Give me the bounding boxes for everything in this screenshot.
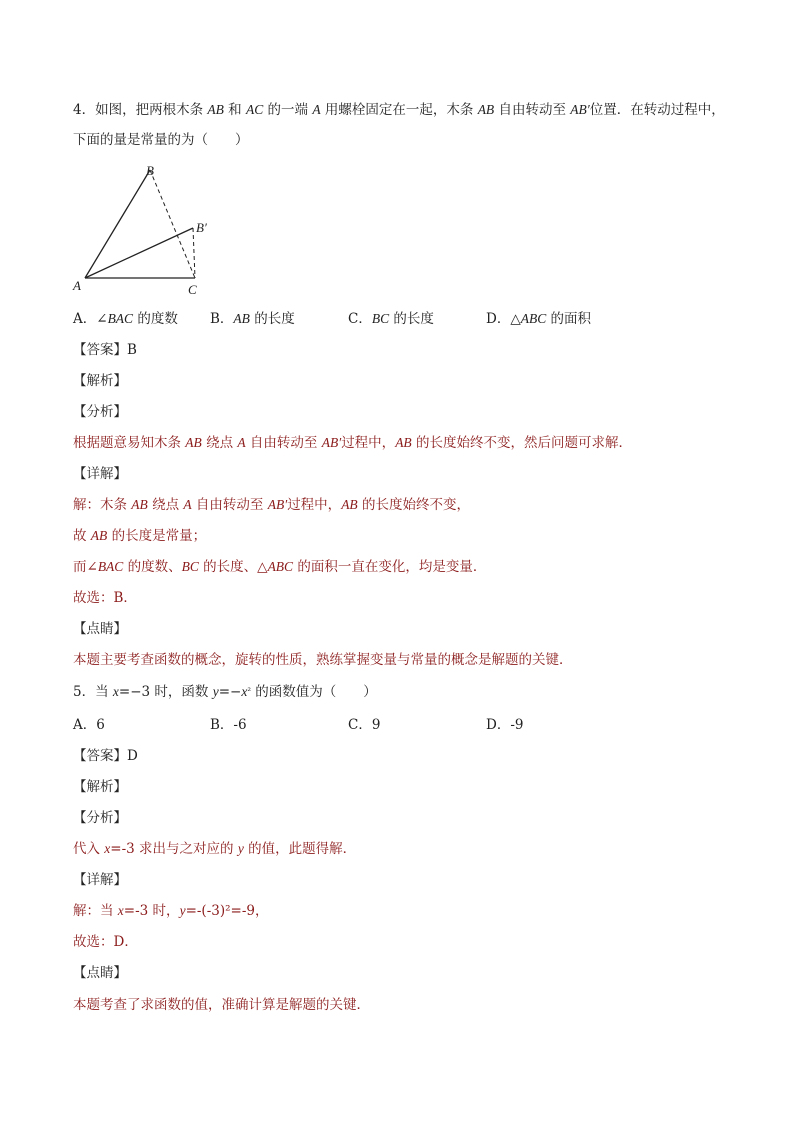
text: 的长度 — [249, 311, 295, 327]
q5-dianjing-heading: 【点睛】 — [73, 965, 127, 981]
text: 的面积 — [546, 311, 592, 327]
text: ² — [247, 687, 251, 697]
q5-xiangjie-heading: 【详解】 — [73, 872, 127, 888]
label-c: C — [188, 282, 197, 297]
math-var: BAC — [107, 311, 134, 326]
math-var: AB — [395, 435, 412, 450]
math-var: AB — [185, 435, 202, 450]
q5-detail-line2: 故选：D． — [73, 934, 138, 950]
text: =−3 时，函数 — [118, 684, 213, 700]
text: 的面积一直在变化，均是变量． — [293, 559, 487, 575]
text: D．△ — [486, 311, 521, 327]
text: 的函数值为（ ） — [250, 684, 377, 700]
text: 而∠ — [73, 559, 98, 575]
math-var: x — [104, 841, 111, 856]
text: 根据题意易知木条 — [73, 435, 186, 451]
q5-analysis-text — [73, 840, 356, 858]
q5-answer: 【答案】D — [73, 748, 138, 764]
q4-detail-line2 — [73, 527, 206, 545]
math-var: y — [237, 841, 244, 856]
text: 的长度、△ — [198, 559, 268, 575]
math-var: AB — [233, 311, 250, 326]
text: 代入 — [73, 841, 105, 857]
text: =− — [218, 684, 242, 700]
text: 4．如图，把两根木条 — [73, 102, 208, 118]
text: =-(-3)²=-9， — [185, 903, 269, 919]
text: 解：木条 — [73, 497, 132, 513]
math-var: AB — [341, 497, 358, 512]
triangle-figure — [68, 160, 228, 300]
math-var: AB — [90, 528, 108, 543]
text: 的度数 — [133, 311, 178, 327]
text: =-3 求出与之对应的 — [110, 841, 238, 857]
q4-option-b — [210, 310, 295, 328]
text: 自由转动至 — [245, 435, 322, 451]
q5-stem — [73, 683, 377, 701]
math-var: AB — [207, 102, 224, 117]
text: 用螺栓固定在一起，木条 — [320, 102, 478, 118]
math-var: AB — [477, 102, 495, 117]
text: 自由转动至 — [191, 497, 268, 513]
text: 的值，此题得解． — [243, 841, 357, 857]
q4-stem-line1 — [73, 101, 725, 119]
label-b-prime: B′ — [196, 220, 207, 235]
q4-answer: 【答案】B — [73, 342, 137, 358]
math-var: y — [179, 903, 186, 918]
q4-xiangjie-heading: 【详解】 — [73, 466, 127, 482]
text: =-3 时， — [123, 903, 180, 919]
text: B． — [210, 311, 234, 327]
q5-option-c: C．9 — [348, 717, 381, 733]
segment-b-prime-c-dashed — [193, 228, 195, 278]
q5-fenxi-heading: 【分析】 — [73, 810, 127, 826]
math-var: x — [112, 684, 119, 699]
q4-fenxi-heading: 【分析】 — [73, 404, 127, 420]
segment-bc-dashed — [150, 170, 195, 278]
math-var: AB — [131, 497, 148, 512]
math-var: AB′ — [321, 435, 342, 450]
q4-option-d — [486, 310, 591, 328]
q5-option-d: D．-9 — [486, 717, 524, 733]
text: 的度数、 — [123, 559, 182, 575]
math-var: AB′ — [267, 497, 288, 512]
q4-detail-line3 — [73, 558, 486, 576]
text: 和 — [223, 102, 246, 118]
text: 解：当 — [73, 903, 118, 919]
text: 过程中， — [287, 497, 342, 513]
q5-option-a: A．6 — [73, 717, 105, 733]
text: 的长度 — [389, 311, 434, 327]
math-var: A — [183, 497, 192, 512]
q5-comment-text: 本题考查了求函数的值，准确计算是解题的关键． — [73, 997, 370, 1013]
text: C． — [348, 311, 372, 327]
math-var: BAC — [97, 559, 124, 574]
q4-detail-line1 — [73, 496, 470, 514]
label-b: B — [146, 163, 154, 178]
math-var: y — [212, 684, 219, 699]
label-a: A — [73, 278, 81, 293]
text: 的一端 — [263, 102, 313, 118]
math-var: A — [237, 435, 246, 450]
q4-detail-line4: 故选：B． — [73, 590, 137, 606]
text: 的长度始终不变， — [357, 497, 470, 513]
text: 绕点 — [201, 435, 238, 451]
math-var: BC — [181, 559, 199, 574]
q5-detail-line1 — [73, 902, 269, 920]
text: 过程中， — [341, 435, 396, 451]
math-var: A — [312, 102, 321, 117]
text: 自由转动至 — [494, 102, 571, 118]
text: 绕点 — [147, 497, 184, 513]
q4-comment-text: 本题主要考查函数的概念，旋转的性质，熟练掌握变量与常量的概念是解题的关键． — [73, 652, 573, 668]
text: 的长度始终不变，然后问题可求解． — [411, 435, 632, 451]
q4-option-c — [348, 310, 434, 328]
math-var: x — [241, 684, 248, 699]
math-var: AB′ — [570, 102, 590, 117]
math-var: BC — [371, 311, 390, 326]
segment-ab — [85, 170, 150, 278]
text: 5．当 — [73, 684, 113, 700]
math-var: AC — [245, 102, 264, 117]
math-var: ABC — [520, 311, 547, 326]
text: A．∠ — [73, 311, 108, 327]
text: 故 — [73, 528, 91, 544]
math-var: x — [117, 903, 124, 918]
q5-jiexi-heading: 【解析】 — [73, 779, 127, 795]
q5-option-b: B．-6 — [210, 717, 247, 733]
math-var: ABC — [267, 559, 294, 574]
q4-option-a — [73, 310, 178, 328]
text: 的长度是常量； — [107, 528, 207, 544]
q4-dianjing-heading: 【点睛】 — [73, 621, 127, 637]
q4-analysis-text — [73, 434, 632, 452]
q4-stem-line2: 下面的量是常量的为（ ） — [73, 132, 249, 148]
text: 位置．在转动过程中， — [589, 102, 725, 118]
q4-jiexi-heading: 【解析】 — [73, 373, 127, 389]
